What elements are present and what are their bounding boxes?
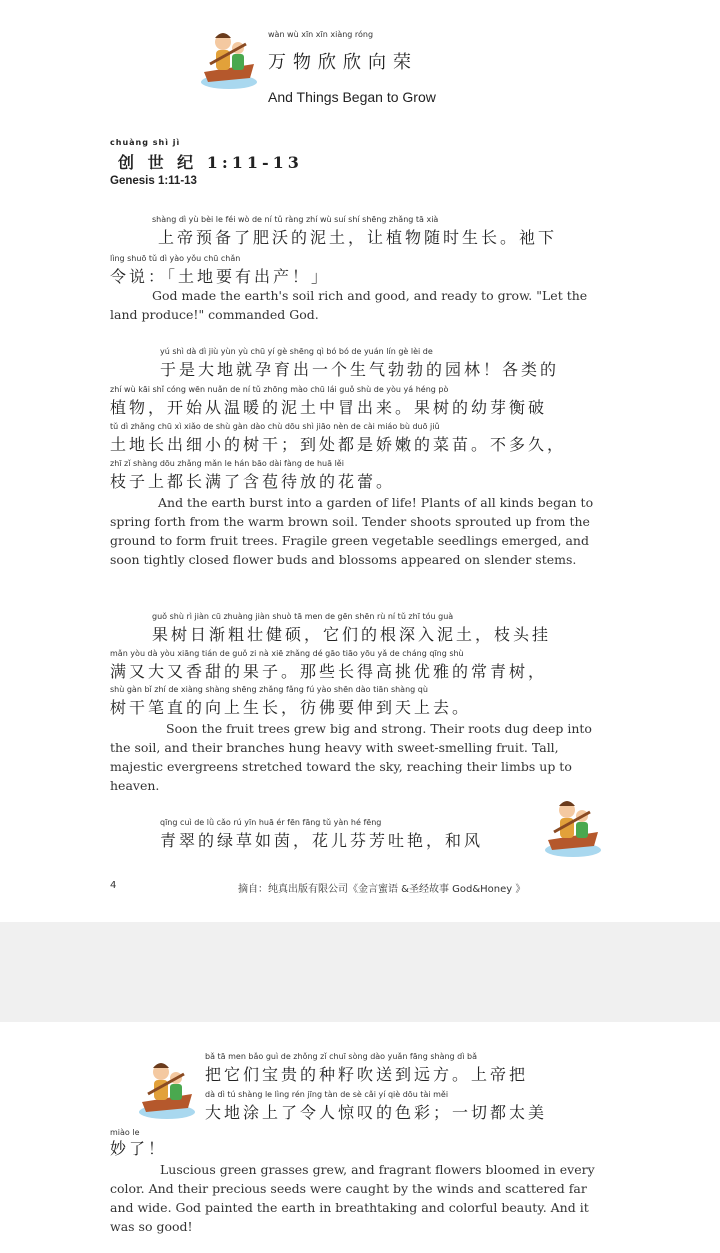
reference-pinyin: chuàng shì jì (110, 138, 181, 147)
chinese-line: 于是大地就孕育出一个生气勃勃的园林！各类的 (160, 360, 560, 379)
chinese-line: 满又大又香甜的果子。那些长得高挑优雅的常青树， (110, 662, 548, 681)
pinyin-line: shù gàn bǐ zhí de xiàng shàng shēng zhǎng fǎng fú yào shēn dào tiān shàng qù (110, 685, 428, 694)
english-paragraph: God made the earth's soil rich and good, and ready to grow. "Let the land produce!" commanded God. (110, 288, 588, 322)
chinese-line: 妙了！ (110, 1139, 168, 1158)
pinyin-line: miào le (110, 1128, 140, 1137)
english-paragraph: Luscious green grasses grew, and fragrant flowers bloomed in every color. And their precious seeds were caught by the winds and scattered far and wide. God painted the earth in breathtaking and colorful beauty. And it was so good! (110, 1162, 595, 1234)
reference-chinese: 创 世 纪 1:11-13 (118, 153, 303, 172)
source-credit: 摘自：纯真出版有限公司《金言蜜语 &圣经故事 God&Honey 》 (238, 884, 526, 895)
chinese-line: 树干笔直的向上生长，彷佛要伸到天上去。 (110, 698, 472, 717)
book-page-2 (0, 1022, 720, 1253)
chinese-line: 果树日渐粗壮健硕，它们的根深入泥土，枝头挂 (152, 625, 552, 644)
english-paragraph: Soon the fruit trees grew big and strong. Their roots dug deep into the soil, and their branches hung heavy with sweet-smelling fruit. Tall, majestic evergreens stretched toward the sky, reaching their limbs up to heaven. (110, 721, 592, 793)
kids-on-boat-logo-icon (198, 20, 260, 92)
chinese-line: 青翠的绿草如茵，花儿芬芳吐艳，和风 (160, 831, 484, 850)
page-number: 4 (110, 880, 117, 891)
pinyin-line: zhī zǐ shàng dōu zhǎng mǎn le hán bāo dài fàng de huā lěi (110, 459, 344, 468)
pinyin-line: guǒ shù rì jiàn cū zhuàng jiàn shuò tā men de gēn shēn rù ní tǔ zhī tóu guà (152, 612, 454, 621)
title-pinyin: wàn wù xīn xīn xiàng róng (268, 30, 374, 39)
chinese-line: 植物，开始从温暖的泥土中冒出来。果树的幼芽衡破 (110, 398, 548, 417)
pinyin-line: dà dì tú shàng le lìng rén jīng tàn de sè cǎi yí qiè dōu tài měi (205, 1090, 449, 1099)
kids-on-boat-logo-icon (136, 1050, 198, 1122)
chinese-line: 把它们宝贵的种籽吹送到远方。上帝把 (205, 1065, 529, 1084)
pinyin-line: zhí wù kāi shǐ cóng wēn nuǎn de ní tǔ zhōng mào chū lái guǒ shù de yòu yá héng pò (110, 385, 449, 394)
page-separator (0, 922, 720, 1022)
pinyin-line: lìng shuō tǔ dì yào yǒu chū chǎn (110, 254, 241, 263)
pinyin-line: yú shì dà dì jiù yùn yù chū yí gè shēng qì bó bó de yuán lín gè lèi de (160, 347, 433, 356)
page-title-english: And Things Began to Grow (268, 89, 436, 105)
reference-english: Genesis 1:11-13 (110, 175, 197, 187)
pinyin-line: qīng cuì de lǜ cǎo rú yīn huā ér fēn fāng tǔ yàn hé fēng (160, 818, 382, 827)
chinese-line: 土地长出细小的树干；到处都是娇嫩的菜苗。不多久， (110, 435, 567, 454)
chinese-line: 枝子上都长满了含苞待放的花蕾。 (110, 472, 396, 491)
pinyin-line: shàng dì yù bèi le féi wò de ní tǔ ràng zhí wù suí shí shēng zhǎng tā xià (152, 215, 439, 224)
pinyin-line: mǎn yòu dà yòu xiāng tián de guǒ zi nà xiē zhǎng dé gāo tiāo yōu yǎ de cháng qīng shù (110, 649, 464, 658)
chinese-line: 上帝预备了肥沃的泥土，让植物随时生长。祂下 (158, 228, 558, 247)
kids-on-boat-logo-icon (542, 788, 604, 860)
pinyin-line: tǔ dì zhǎng chū xì xiǎo de shù gàn dào chù dōu shì jiāo nèn de cài miáo bù duō jiǔ (110, 422, 440, 431)
page-title-chinese: 万物欣欣向荣 (268, 52, 418, 73)
english-paragraph: And the earth burst into a garden of life! Plants of all kinds began to spring forth from the warm brown soil. Tender shoots sprouted up from the ground to form fruit trees. Fragile green vegetable seedlings emerged, and soon tightly closed flower buds and blossoms appeared on slender stems. (110, 495, 594, 567)
chinese-line: 令说：「土地要有出产！」 (110, 267, 331, 286)
chinese-line: 大地涂上了令人惊叹的色彩；一切都太美 (205, 1103, 548, 1122)
pinyin-line: bǎ tā men bǎo guì de zhǒng zǐ chuī sòng dào yuǎn fāng shàng dì bǎ (205, 1052, 477, 1061)
